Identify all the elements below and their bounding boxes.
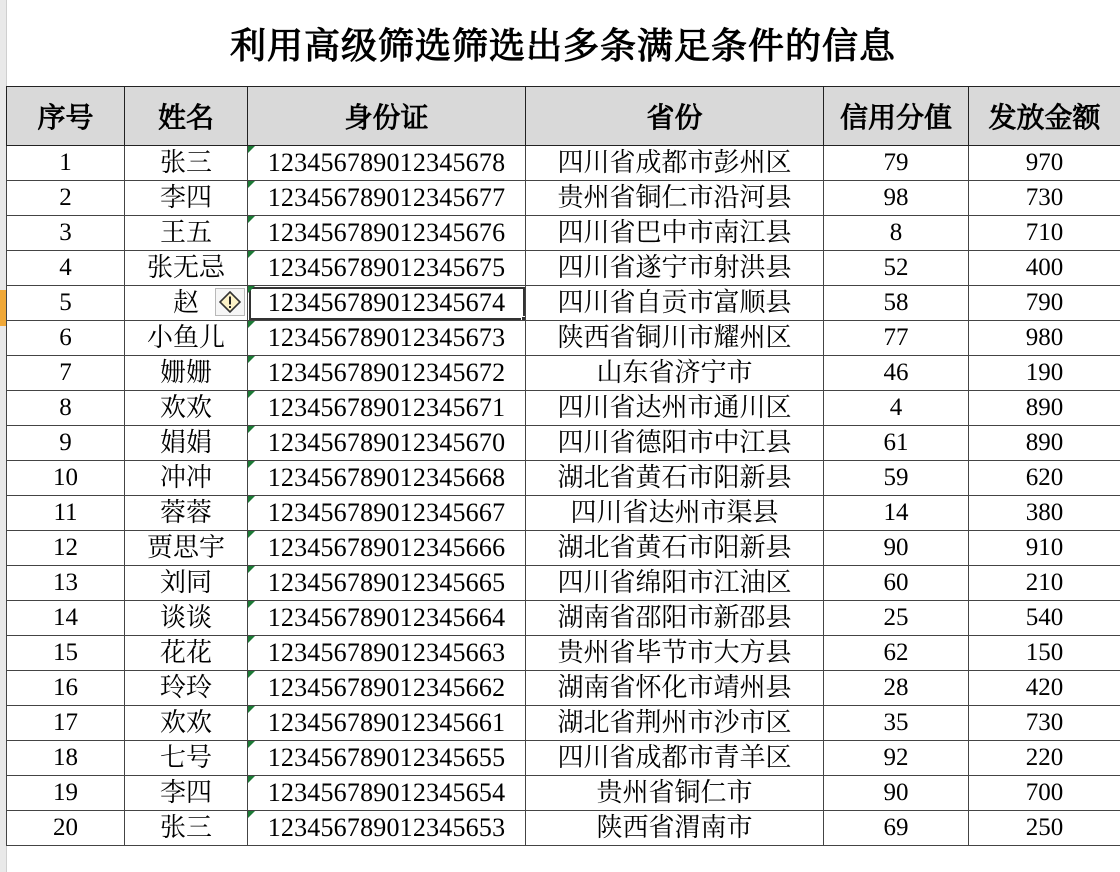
cell-name-text: 张三 — [159, 148, 212, 178]
cell-province[interactable] — [526, 531, 824, 566]
table-row — [7, 286, 1120, 321]
cell-score-text: 8 — [889, 219, 903, 246]
table-row — [7, 181, 1120, 216]
cell-name[interactable] — [125, 321, 248, 356]
table-row — [7, 566, 1120, 601]
cell-amount[interactable] — [969, 601, 1120, 636]
cell-amount-text: 910 — [1025, 534, 1064, 561]
cell-score[interactable] — [824, 426, 969, 461]
green-triangle-icon — [248, 146, 255, 153]
cell-name-text: 姗姗 — [159, 358, 212, 388]
cell-id-text: 123456789012345654 — [267, 778, 506, 807]
cell-name[interactable] — [125, 741, 248, 776]
cell-province[interactable] — [526, 321, 824, 356]
cell-id[interactable] — [248, 216, 526, 251]
cell-name[interactable] — [125, 496, 248, 531]
cell-seq-text: 19 — [53, 779, 78, 806]
cell-id-text: 123456789012345676 — [267, 218, 506, 247]
cell-id[interactable] — [248, 286, 526, 321]
cell-id-text: 123456789012345670 — [267, 428, 506, 457]
cell-seq[interactable] — [7, 636, 125, 671]
cell-id-text: 123456789012345655 — [267, 743, 506, 772]
cell-province-text: 陕西省渭南市 — [596, 813, 753, 843]
cell-amount[interactable] — [969, 706, 1120, 741]
header-cell-amount[interactable]: 发放金额 — [969, 87, 1120, 146]
cell-amount-text: 380 — [1025, 499, 1064, 526]
cell-amount[interactable] — [969, 776, 1120, 811]
cell-name[interactable] — [125, 566, 248, 601]
green-triangle-icon — [248, 811, 255, 818]
cell-province-text: 四川省自贡市富顺县 — [557, 288, 792, 318]
cell-name-text: 李四 — [159, 183, 212, 213]
cell-name-text: 刘同 — [159, 568, 212, 598]
cell-score[interactable] — [824, 636, 969, 671]
cell-score[interactable] — [824, 531, 969, 566]
warning-diamond-icon[interactable] — [215, 288, 245, 316]
cell-province-text: 贵州省铜仁市 — [596, 778, 753, 808]
cell-seq[interactable] — [7, 566, 125, 601]
cell-seq-text: 2 — [59, 184, 72, 211]
cell-seq[interactable] — [7, 601, 125, 636]
cell-score[interactable] — [824, 216, 969, 251]
header-cell-id[interactable]: 身份证 — [248, 87, 526, 146]
green-triangle-icon — [248, 181, 255, 188]
green-triangle-icon — [248, 706, 255, 713]
cell-name-text: 娟娟 — [159, 428, 212, 458]
cell-amount-text: 540 — [1025, 604, 1064, 631]
cell-score-text: 58 — [883, 289, 909, 316]
cell-seq[interactable] — [7, 391, 125, 426]
cell-id-text: 123456789012345671 — [267, 393, 506, 422]
header-cell-score[interactable]: 信用分值 — [824, 87, 969, 146]
cell-seq-text: 13 — [53, 569, 78, 596]
cell-id[interactable] — [248, 671, 526, 706]
cell-amount-text: 420 — [1025, 674, 1064, 701]
cell-seq[interactable] — [7, 741, 125, 776]
cell-amount-text: 730 — [1025, 709, 1064, 736]
cell-id-text: 123456789012345668 — [267, 463, 506, 492]
cell-seq[interactable] — [7, 426, 125, 461]
cell-score[interactable] — [824, 496, 969, 531]
cell-seq-text: 8 — [59, 394, 72, 421]
cell-score-text: 14 — [883, 499, 909, 526]
cell-province[interactable] — [526, 391, 824, 426]
cell-name-text: 小鱼儿 — [146, 323, 225, 353]
cell-province-text: 四川省绵阳市江油区 — [557, 568, 792, 598]
cell-id[interactable] — [248, 181, 526, 216]
cell-seq-text: 11 — [53, 499, 78, 526]
cell-amount-text: 980 — [1025, 324, 1064, 351]
cell-amount[interactable] — [969, 496, 1120, 531]
cell-province-text: 四川省遂宁市射洪县 — [557, 253, 792, 283]
cell-amount[interactable] — [969, 356, 1120, 391]
cell-name[interactable] — [125, 391, 248, 426]
green-triangle-icon — [248, 566, 255, 573]
cell-seq-text: 18 — [53, 744, 78, 771]
cell-score[interactable] — [824, 321, 969, 356]
green-triangle-icon — [248, 356, 255, 363]
cell-id-text: 123456789012345675 — [267, 253, 506, 282]
cell-seq[interactable] — [7, 496, 125, 531]
cell-id[interactable] — [248, 321, 526, 356]
cell-name[interactable] — [125, 776, 248, 811]
cell-province[interactable] — [526, 461, 824, 496]
cell-name-text: 玲玲 — [159, 673, 212, 703]
cell-id[interactable] — [248, 706, 526, 741]
cell-province-text: 湖北省黄石市阳新县 — [557, 463, 792, 493]
cell-amount[interactable] — [969, 741, 1120, 776]
green-triangle-icon — [248, 286, 255, 293]
cell-seq-text: 17 — [53, 709, 78, 736]
cell-seq[interactable] — [7, 671, 125, 706]
cell-score-text: 52 — [883, 254, 909, 281]
cell-province[interactable] — [526, 216, 824, 251]
cell-amount[interactable] — [969, 461, 1120, 496]
cell-province[interactable] — [526, 636, 824, 671]
green-triangle-icon — [248, 776, 255, 783]
cell-seq-text: 16 — [53, 674, 78, 701]
cell-name[interactable] — [125, 356, 248, 391]
cell-id[interactable] — [248, 636, 526, 671]
cell-id[interactable] — [248, 776, 526, 811]
cell-score-text: 90 — [883, 534, 909, 561]
cell-name[interactable] — [125, 531, 248, 566]
cell-score-text: 62 — [883, 639, 909, 666]
cell-name-text: 花花 — [159, 638, 212, 668]
table-row — [7, 216, 1120, 251]
cell-province[interactable] — [526, 356, 824, 391]
cell-name[interactable] — [125, 251, 248, 286]
cell-amount-text: 890 — [1025, 394, 1064, 421]
cell-id-text: 123456789012345667 — [267, 498, 506, 527]
cell-seq-text: 3 — [59, 219, 72, 246]
green-triangle-icon — [248, 741, 255, 748]
cell-seq-text: 4 — [59, 254, 72, 281]
cell-province-text: 湖北省黄石市阳新县 — [557, 533, 792, 563]
cell-seq-text: 14 — [53, 604, 78, 631]
cell-name[interactable] — [125, 671, 248, 706]
cell-amount-text: 220 — [1025, 744, 1064, 771]
cell-score-text: 98 — [883, 184, 909, 211]
cell-amount[interactable] — [969, 146, 1120, 181]
green-triangle-icon — [248, 601, 255, 608]
cell-amount-text: 400 — [1025, 254, 1064, 281]
cell-seq-text: 12 — [53, 534, 78, 561]
cell-score[interactable] — [824, 811, 969, 846]
cell-seq-text: 7 — [59, 359, 72, 386]
cell-name-text: 王五 — [159, 218, 212, 248]
green-triangle-icon — [248, 251, 255, 258]
cell-amount-text: 620 — [1025, 464, 1064, 491]
cell-score-text: 59 — [883, 464, 909, 491]
cell-score-text: 61 — [883, 429, 909, 456]
green-triangle-icon — [248, 391, 255, 398]
cell-amount[interactable] — [969, 636, 1120, 671]
cell-name[interactable] — [125, 286, 248, 321]
cell-name[interactable] — [125, 216, 248, 251]
cell-score[interactable] — [824, 741, 969, 776]
cell-province-text: 贵州省毕节市大方县 — [557, 638, 792, 668]
cell-id[interactable] — [248, 531, 526, 566]
cell-score[interactable] — [824, 601, 969, 636]
cell-province[interactable] — [526, 671, 824, 706]
cell-amount[interactable] — [969, 216, 1120, 251]
cell-amount-text: 190 — [1025, 359, 1064, 386]
cell-province-text: 四川省巴中市南江县 — [557, 218, 792, 248]
cell-name[interactable] — [125, 426, 248, 461]
cell-seq[interactable] — [7, 811, 125, 846]
cell-amount-text: 790 — [1025, 289, 1064, 316]
cell-score-text: 79 — [883, 149, 909, 176]
header-row — [7, 87, 1120, 146]
cell-id-text: 123456789012345672 — [267, 358, 506, 387]
cell-score[interactable] — [824, 671, 969, 706]
cell-amount[interactable] — [969, 566, 1120, 601]
cell-id-text: 123456789012345665 — [267, 568, 506, 597]
cell-seq[interactable] — [7, 531, 125, 566]
cell-name-text: 欢欢 — [159, 393, 212, 423]
cell-name[interactable] — [125, 811, 248, 846]
cell-score-text: 4 — [889, 394, 903, 421]
cell-seq-text: 9 — [59, 429, 72, 456]
cell-amount[interactable] — [969, 251, 1120, 286]
cell-seq[interactable] — [7, 216, 125, 251]
green-triangle-icon — [248, 531, 255, 538]
cell-id-text: 123456789012345663 — [267, 638, 506, 667]
cell-province-text: 四川省达州市通川区 — [557, 393, 792, 423]
cell-amount[interactable] — [969, 531, 1120, 566]
cell-score[interactable] — [824, 391, 969, 426]
green-triangle-icon — [248, 671, 255, 678]
table-row — [7, 146, 1120, 181]
cell-id[interactable] — [248, 811, 526, 846]
cell-score[interactable] — [824, 461, 969, 496]
green-triangle-icon — [248, 216, 255, 223]
cell-score-text: 46 — [883, 359, 909, 386]
cell-amount-text: 150 — [1025, 639, 1064, 666]
cell-amount[interactable] — [969, 321, 1120, 356]
cell-province-text: 贵州省铜仁市沿河县 — [557, 183, 792, 213]
cell-province-text: 四川省德阳市中江县 — [557, 428, 792, 458]
cell-name-text: 谈谈 — [159, 603, 212, 633]
cell-province-text: 山东省济宁市 — [596, 358, 753, 388]
cell-name[interactable] — [125, 181, 248, 216]
cell-province-text: 陕西省铜川市耀州区 — [557, 323, 792, 353]
cell-amount[interactable] — [969, 391, 1120, 426]
cell-name[interactable] — [125, 146, 248, 181]
cell-id-text: 123456789012345661 — [267, 708, 506, 737]
cell-name-text: 七号 — [159, 743, 212, 773]
table-row — [7, 811, 1120, 846]
cell-amount-text: 250 — [1025, 814, 1064, 841]
green-triangle-icon — [248, 496, 255, 503]
cell-seq[interactable] — [7, 776, 125, 811]
cell-score-text: 77 — [883, 324, 909, 351]
table-row — [7, 601, 1120, 636]
table-row — [7, 356, 1120, 391]
cell-id-text: 123456789012345677 — [267, 183, 506, 212]
cell-score-text: 90 — [883, 779, 909, 806]
cell-id-text: 123456789012345666 — [267, 533, 506, 562]
data-table — [6, 86, 1120, 846]
cell-score[interactable] — [824, 146, 969, 181]
cell-seq-text: 15 — [53, 639, 78, 666]
cell-province[interactable] — [526, 146, 824, 181]
cell-amount[interactable] — [969, 286, 1120, 321]
header-cell-seq[interactable]: 序号 — [7, 87, 125, 146]
green-triangle-icon — [248, 321, 255, 328]
cell-amount[interactable] — [969, 811, 1120, 846]
cell-seq[interactable] — [7, 146, 125, 181]
cell-province[interactable] — [526, 601, 824, 636]
cell-score-text: 35 — [883, 709, 909, 736]
cell-seq[interactable] — [7, 461, 125, 496]
cell-score[interactable] — [824, 251, 969, 286]
sheet-title[interactable]: 利用高级筛选筛选出多条满足条件的信息 — [229, 25, 896, 67]
cell-province[interactable] — [526, 286, 824, 321]
cell-id-text: 123456789012345664 — [267, 603, 506, 632]
cell-name-text: 李四 — [159, 778, 212, 808]
cell-score-text: 60 — [883, 569, 909, 596]
cell-score-text: 69 — [883, 814, 909, 841]
green-triangle-icon — [248, 636, 255, 643]
table-row — [7, 391, 1120, 426]
cell-province[interactable] — [526, 251, 824, 286]
cell-province-text: 四川省成都市青羊区 — [557, 743, 792, 773]
table-row — [7, 251, 1120, 286]
cell-score[interactable] — [824, 776, 969, 811]
cell-id[interactable] — [248, 601, 526, 636]
table-row — [7, 706, 1120, 741]
cell-seq[interactable] — [7, 706, 125, 741]
table-row — [7, 776, 1120, 811]
cell-name-text: 张无忌 — [146, 253, 225, 283]
cell-score-text: 28 — [883, 674, 909, 701]
cell-score[interactable] — [824, 181, 969, 216]
cell-id-text: 123456789012345673 — [267, 323, 506, 352]
cell-seq-text: 20 — [53, 814, 78, 841]
cell-province[interactable] — [526, 426, 824, 461]
cell-score[interactable] — [824, 706, 969, 741]
cell-score[interactable] — [824, 356, 969, 391]
cell-id-text: 123456789012345653 — [267, 813, 506, 842]
table-row — [7, 671, 1120, 706]
green-triangle-icon — [248, 461, 255, 468]
cell-id[interactable] — [248, 146, 526, 181]
cell-score-text: 92 — [883, 744, 909, 771]
cell-province[interactable] — [526, 776, 824, 811]
cell-name[interactable] — [125, 706, 248, 741]
cell-amount-text: 710 — [1025, 219, 1064, 246]
cell-name[interactable] — [125, 601, 248, 636]
cell-id[interactable] — [248, 251, 526, 286]
cell-id[interactable] — [248, 391, 526, 426]
cell-id-text: 123456789012345678 — [267, 148, 506, 177]
table-body — [7, 146, 1120, 846]
cell-name[interactable] — [125, 636, 248, 671]
table-row — [7, 321, 1120, 356]
cell-amount-text: 730 — [1025, 184, 1064, 211]
cell-id[interactable] — [248, 426, 526, 461]
cell-province[interactable] — [526, 566, 824, 601]
cell-seq[interactable] — [7, 356, 125, 391]
cell-seq-text: 5 — [59, 289, 72, 316]
cell-amount-text: 890 — [1025, 429, 1064, 456]
cell-name-text: 贾思宇 — [146, 533, 225, 563]
table-row — [7, 531, 1120, 566]
cell-province-text: 湖南省邵阳市新邵县 — [557, 603, 792, 633]
green-triangle-icon — [248, 426, 255, 433]
cell-amount-text: 700 — [1025, 779, 1064, 806]
cell-seq-text: 10 — [53, 464, 78, 491]
header-cell-name[interactable]: 姓名 — [125, 87, 248, 146]
cell-id-text: 123456789012345674 — [267, 288, 506, 317]
cell-seq[interactable] — [7, 251, 125, 286]
cell-seq-text: 1 — [59, 149, 72, 176]
table-row — [7, 636, 1120, 671]
cell-id[interactable] — [248, 356, 526, 391]
cell-province[interactable] — [526, 496, 824, 531]
cell-id[interactable] — [248, 461, 526, 496]
cell-amount[interactable] — [969, 671, 1120, 706]
cell-name-text: 赵 — [172, 288, 199, 318]
table-row — [7, 496, 1120, 531]
cell-province-text: 湖南省怀化市靖州县 — [557, 673, 792, 703]
cell-name-text: 欢欢 — [159, 708, 212, 738]
cell-province-text: 湖北省荆州市沙市区 — [557, 708, 792, 738]
cell-name-text: 蓉蓉 — [159, 498, 212, 528]
cell-province-text: 四川省成都市彭州区 — [557, 148, 792, 178]
cell-amount[interactable] — [969, 426, 1120, 461]
cell-province[interactable] — [526, 181, 824, 216]
header-cell-province[interactable]: 省份 — [526, 87, 824, 146]
cell-name-text: 张三 — [159, 813, 212, 843]
cell-score[interactable] — [824, 286, 969, 321]
cell-seq[interactable] — [7, 321, 125, 356]
cell-province-text: 四川省达州市渠县 — [570, 498, 779, 528]
cell-id[interactable] — [248, 741, 526, 776]
cell-amount-text: 970 — [1025, 149, 1064, 176]
cell-id[interactable] — [248, 496, 526, 531]
cell-id-text: 123456789012345662 — [267, 673, 506, 702]
cell-province[interactable] — [526, 811, 824, 846]
cell-amount-text: 210 — [1025, 569, 1064, 596]
table-row — [7, 426, 1120, 461]
cell-province[interactable] — [526, 706, 824, 741]
cell-amount[interactable] — [969, 181, 1120, 216]
cell-name[interactable] — [125, 461, 248, 496]
cell-province[interactable] — [526, 741, 824, 776]
cell-name-text: 冲冲 — [159, 463, 212, 493]
cell-score-text: 25 — [883, 604, 909, 631]
cell-seq[interactable] — [7, 286, 125, 321]
cell-score[interactable] — [824, 566, 969, 601]
cell-seq-text: 6 — [59, 324, 72, 351]
table-row — [7, 461, 1120, 496]
table-row — [7, 741, 1120, 776]
cell-seq[interactable] — [7, 181, 125, 216]
cell-id[interactable] — [248, 566, 526, 601]
